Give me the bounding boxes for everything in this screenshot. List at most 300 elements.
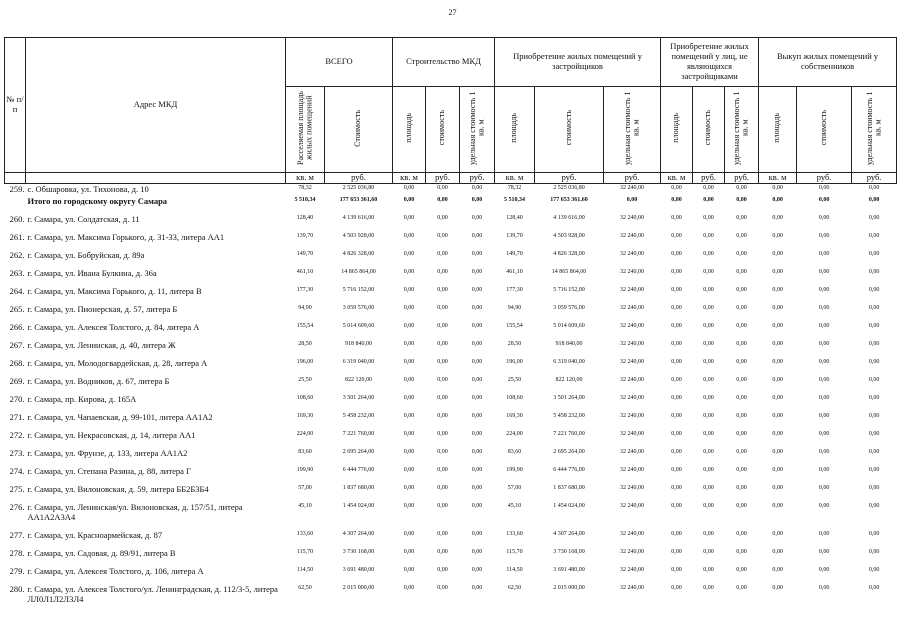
- row-value: 0,00: [671, 232, 682, 239]
- row-address: г. Самара, ул. Молодогвардейская, д. 28, литера А: [27, 357, 208, 368]
- row-value: 0,00: [868, 358, 880, 365]
- row-value: 0,00: [437, 196, 448, 203]
- table-row: [5, 484, 897, 502]
- row-value: 32 240,00: [620, 548, 645, 555]
- row-value: 25,50: [507, 376, 522, 383]
- row-value: 0,00: [471, 530, 483, 537]
- row-value: 4 307 264,00: [342, 530, 375, 537]
- row-value: 32 240,00: [620, 530, 645, 537]
- row-value: 0,00: [868, 196, 880, 203]
- row-value: 0,00: [868, 530, 880, 537]
- row-value: 177,30: [296, 286, 314, 293]
- row-value: 2 695 264,00: [553, 448, 585, 455]
- row-value: 0,00: [772, 448, 783, 455]
- row-value: 114,50: [296, 566, 314, 573]
- table-row: [5, 232, 897, 250]
- row-value: 0,00: [736, 268, 747, 275]
- row-value: 3 059 576,00: [342, 304, 375, 311]
- header-unit-cost: [460, 87, 495, 173]
- row-value: 32 240,00: [620, 214, 645, 221]
- header-area: [661, 87, 693, 173]
- row-value: 918 840,00: [345, 340, 372, 347]
- row-value: 0,00: [437, 394, 448, 401]
- row-value: 0,00: [471, 376, 483, 383]
- header-group-developers: Приобретение жилых помещений у застройщиков: [495, 38, 661, 87]
- row-value: 0,00: [471, 340, 483, 347]
- table-row: [5, 584, 897, 607]
- row-address: г. Самара, ул. Фрунзе, д. 133, литера АА1А2: [27, 447, 188, 458]
- row-value: 0,00: [403, 484, 415, 491]
- row-value: 0,00: [437, 502, 448, 509]
- row-value: 0,00: [671, 184, 682, 191]
- table-row: [5, 448, 897, 466]
- row-value: 6 444 776,00: [553, 466, 585, 473]
- table-row: [5, 286, 897, 304]
- row-value: 0,00: [772, 376, 783, 383]
- row-value: 128,40: [506, 214, 523, 221]
- row-value: 128,40: [296, 214, 314, 221]
- row-value: 0,00: [736, 376, 747, 383]
- header-area-label: площадь: [671, 113, 681, 143]
- unit-label: руб.: [426, 172, 460, 183]
- header-total-area: [286, 87, 325, 173]
- row-value: 1 837 680,00: [342, 484, 375, 491]
- row-address: г. Самара, ул. Садовая, д. 89/91, литера В: [27, 547, 176, 558]
- row-value: 0,00: [437, 412, 448, 419]
- row-value: 0,00: [671, 502, 682, 509]
- header-group-construction: Строительство МКД: [393, 38, 495, 87]
- row-value: 0,00: [403, 232, 415, 239]
- row-value: 0,00: [818, 214, 830, 221]
- row-value: 0,00: [671, 548, 682, 555]
- row-address: г. Самара, ул. Максима Горького, д. 31-33, литера АА1: [27, 231, 225, 242]
- unit-label: руб.: [535, 172, 604, 183]
- row-value: 0,00: [471, 502, 483, 509]
- row-value: 0,00: [671, 448, 682, 455]
- header-area-label: площадь: [772, 113, 782, 143]
- row-value: 6 319 040,00: [553, 358, 585, 365]
- row-value: 149,70: [296, 250, 314, 257]
- row-value: 0,00: [772, 466, 783, 473]
- row-value: 0,00: [818, 322, 830, 329]
- row-value: 0,00: [437, 340, 448, 347]
- row-value: 0,00: [437, 566, 448, 573]
- row-value: 0,00: [772, 548, 783, 555]
- row-value: 0,00: [818, 566, 830, 573]
- row-value: 0,00: [818, 196, 830, 203]
- row-value: 177 653 361,60: [550, 196, 588, 203]
- row-value: 4 826 328,00: [553, 250, 585, 257]
- row-value: 0,00: [437, 584, 448, 591]
- row-value: 0,00: [772, 184, 783, 191]
- row-value: 0,00: [703, 322, 714, 329]
- header-area: [759, 87, 797, 173]
- header-unit-cost: [604, 87, 661, 173]
- row-value: 0,00: [671, 340, 682, 347]
- row-address: г. Самара, ул. Ленинская/ул. Вилоновская, д. 157/51, литера АА1А2А3А4: [27, 501, 243, 522]
- row-value: 0,00: [703, 286, 714, 293]
- table-row: [5, 530, 897, 548]
- row-value: 169,30: [506, 412, 523, 419]
- row-value: 0,00: [868, 304, 880, 311]
- row-value: 0,00: [868, 412, 880, 419]
- row-value: 0,00: [671, 484, 682, 491]
- row-value: 5 458 232,00: [342, 412, 375, 419]
- header-group-non-developers: Приобретение жилых помещений у лиц, не являющихся застройщиками: [661, 38, 759, 87]
- row-value: 1 454 024,00: [342, 502, 375, 509]
- row-number: 260.: [9, 213, 25, 224]
- table-row: [5, 566, 897, 584]
- row-number: 270.: [9, 393, 25, 404]
- row-value: 32 240,00: [620, 502, 645, 509]
- row-value: 0,00: [437, 286, 448, 293]
- row-value: 115,70: [506, 548, 523, 555]
- row-value: 0,00: [703, 250, 714, 257]
- row-value: 32 240,00: [620, 232, 645, 239]
- row-value: 0,00: [818, 286, 830, 293]
- row-value: 0,00: [736, 430, 747, 437]
- row-value: 0,00: [736, 484, 747, 491]
- row-value: 2 695 264,00: [342, 448, 375, 455]
- header-total-cost-label: Стоимость: [353, 109, 363, 147]
- header-cost: [693, 87, 725, 173]
- row-value: 0,00: [736, 304, 747, 311]
- row-value: 3 501 264,00: [553, 394, 585, 401]
- row-value: 133,60: [506, 530, 523, 537]
- row-address: г. Самара, ул. Бобруйская, д. 89а: [27, 249, 145, 260]
- row-value: 7 221 760,00: [342, 430, 375, 437]
- row-value: 25,50: [298, 376, 312, 383]
- row-value: 224,00: [296, 430, 314, 437]
- row-value: 0,00: [736, 232, 747, 239]
- row-value: 0,00: [671, 250, 682, 257]
- row-value: 0,00: [772, 286, 783, 293]
- row-value: 0,00: [818, 502, 830, 509]
- row-value: 0,00: [868, 394, 880, 401]
- row-value: 32 240,00: [620, 268, 645, 275]
- row-value: 94,90: [507, 304, 522, 311]
- row-value: 0,00: [403, 548, 415, 555]
- row-value: 32 240,00: [620, 466, 645, 473]
- row-value: 2 525 036,80: [342, 184, 375, 191]
- row-value: 0,00: [437, 184, 448, 191]
- row-value: 0,00: [772, 530, 783, 537]
- unit-label: руб.: [797, 172, 852, 183]
- header-cost: [426, 87, 460, 173]
- row-value: 0,00: [671, 214, 682, 221]
- row-value: 0,00: [403, 322, 415, 329]
- row-value: 0,00: [471, 548, 483, 555]
- row-value: 0,00: [403, 412, 415, 419]
- row-value: 0,00: [671, 376, 682, 383]
- row-value: 0,00: [437, 448, 448, 455]
- row-value: 177,30: [506, 286, 523, 293]
- row-value: 0,00: [403, 394, 415, 401]
- row-value: 0,00: [471, 304, 483, 311]
- row-value: 0,00: [437, 304, 448, 311]
- row-value: 0,00: [671, 304, 682, 311]
- row-address: г. Самара, пр. Кирова, д. 165А: [27, 393, 137, 404]
- table-row: [5, 502, 897, 530]
- row-value: 0,00: [471, 322, 483, 329]
- header-total-cost: [325, 87, 393, 173]
- row-value: 4 307 264,00: [553, 530, 585, 537]
- table-row: [5, 250, 897, 268]
- row-value: 0,00: [471, 466, 483, 473]
- row-value: 0,00: [403, 304, 415, 311]
- header-group-total: ВСЕГО: [286, 38, 393, 87]
- unit-label: кв. м: [661, 172, 693, 183]
- row-value: 196,00: [506, 358, 523, 365]
- row-value: 0,00: [437, 530, 448, 537]
- row-address: с. Обшаровка, ул. Тихонова, д. 10: [27, 183, 149, 194]
- row-value: 0,00: [437, 250, 448, 257]
- table-row: [5, 268, 897, 286]
- row-value: 139,70: [506, 232, 523, 239]
- row-value: 14 865 864,00: [551, 268, 587, 275]
- row-value: 0,00: [736, 358, 747, 365]
- row-value: 3 730 168,00: [342, 548, 375, 555]
- header-area: [393, 87, 426, 173]
- row-value: 0,00: [818, 530, 830, 537]
- row-value: 0,00: [772, 484, 783, 491]
- row-value: 0,00: [471, 268, 483, 275]
- row-value: 5 510,34: [294, 196, 316, 203]
- row-value: 224,00: [506, 430, 523, 437]
- row-value: 0,00: [471, 358, 483, 365]
- row-address: г. Самара, ул. Красноармейская, д. 87: [27, 529, 163, 540]
- row-value: 0,00: [772, 566, 783, 573]
- row-value: 0,00: [671, 412, 682, 419]
- header-unit-cost-label: удельная стоимость 1 кв. м: [732, 91, 750, 165]
- row-value: 0,00: [772, 250, 783, 257]
- row-value: 0,00: [671, 268, 682, 275]
- header-area-label: площадь: [403, 113, 413, 143]
- header-total-area-label: Расселяемая площадь жилых помещений: [295, 91, 313, 165]
- unit-label: руб.: [852, 172, 897, 183]
- row-value: 0,00: [671, 530, 682, 537]
- row-number: 271.: [9, 411, 25, 422]
- row-value: 0,00: [868, 214, 880, 221]
- row-value: 0,00: [868, 376, 880, 383]
- row-value: 0,00: [703, 502, 714, 509]
- row-value: 0,00: [772, 340, 783, 347]
- row-value: 0,00: [736, 340, 747, 347]
- row-value: 0,00: [868, 430, 880, 437]
- header-unit-cost: [725, 87, 759, 173]
- row-value: 0,00: [818, 466, 830, 473]
- row-value: 0,00: [437, 268, 448, 275]
- row-value: 0,00: [703, 304, 714, 311]
- row-value: 0,00: [703, 214, 714, 221]
- row-value: 0,00: [403, 250, 415, 257]
- row-value: 78,32: [507, 184, 522, 191]
- row-value: 0,00: [772, 304, 783, 311]
- row-value: 0,00: [868, 232, 880, 239]
- row-number: 261.: [9, 231, 25, 242]
- row-value: 0,00: [703, 184, 714, 191]
- row-value: 115,70: [296, 548, 314, 555]
- row-value: 0,00: [403, 184, 415, 191]
- row-value: 0,00: [437, 214, 448, 221]
- row-value: 0,00: [437, 484, 448, 491]
- row-value: 0,00: [736, 548, 747, 555]
- row-value: 918 840,00: [555, 340, 583, 347]
- unit-label: кв. м: [393, 172, 426, 183]
- row-value: 0,00: [471, 448, 483, 455]
- row-value: 0,00: [437, 358, 448, 365]
- unit-label: руб.: [325, 172, 393, 183]
- row-value: 0,00: [671, 322, 682, 329]
- row-value: 0,00: [471, 484, 483, 491]
- row-value: 0,00: [818, 394, 830, 401]
- row-value: 0,00: [671, 430, 682, 437]
- row-value: 5 458 232,00: [553, 412, 585, 419]
- row-value: 4 503 928,00: [553, 232, 585, 239]
- row-address: г. Самара, ул. Ленинская, д. 40, литера Ж: [27, 339, 176, 350]
- row-value: 0,00: [818, 548, 830, 555]
- row-value: 0,00: [703, 466, 714, 473]
- row-value: 108,60: [296, 394, 314, 401]
- row-value: 0,00: [736, 214, 747, 221]
- row-value: 32 240,00: [620, 430, 645, 437]
- row-value: 3 691 480,00: [553, 566, 585, 573]
- row-value: 0,00: [736, 466, 747, 473]
- row-value: 83,60: [507, 448, 522, 455]
- row-value: 32 240,00: [620, 304, 645, 311]
- row-number: 280.: [9, 583, 25, 594]
- row-value: 0,00: [818, 250, 830, 257]
- row-value: 0,00: [772, 232, 783, 239]
- row-value: 0,00: [772, 430, 783, 437]
- row-value: 7 221 760,00: [553, 430, 585, 437]
- row-value: 4 139 616,00: [553, 214, 585, 221]
- row-value: 2 525 036,80: [553, 184, 585, 191]
- row-value: 0,00: [671, 394, 682, 401]
- row-number: 266.: [9, 321, 25, 332]
- row-value: 196,00: [296, 358, 314, 365]
- row-address: г. Самара, ул. Алексея Толстого/ул. Ленинградская, д. 112/3-5, литера ЛЛ0Л1Л2Л3Л4: [27, 583, 278, 604]
- row-value: 62,50: [507, 584, 522, 591]
- row-number: 274.: [9, 465, 25, 476]
- row-value: 0,00: [736, 322, 747, 329]
- row-value: 0,00: [403, 286, 415, 293]
- row-value: 0,00: [736, 196, 747, 203]
- header-cost-label: стоимость: [703, 110, 713, 146]
- row-value: 2 015 000,00: [342, 584, 375, 591]
- header-unit-cost-label: удельная стоимость 1 кв. м: [864, 91, 883, 165]
- row-value: 0,00: [403, 466, 415, 473]
- row-value: 0,00: [671, 466, 682, 473]
- row-value: 0,00: [437, 232, 448, 239]
- header-area: [495, 87, 535, 173]
- row-value: 0,00: [703, 268, 714, 275]
- table-row: [5, 214, 897, 232]
- row-value: 0,00: [868, 548, 880, 555]
- row-value: 0,00: [818, 448, 830, 455]
- row-address: г. Самара, ул. Степана Разина, д. 88, литера Г: [27, 465, 191, 476]
- row-value: 0,00: [736, 530, 747, 537]
- row-number: 268.: [9, 357, 25, 368]
- row-value: 133,60: [296, 530, 314, 537]
- row-value: 0,00: [818, 430, 830, 437]
- row-value: 0,00: [703, 484, 714, 491]
- table-row: [5, 394, 897, 412]
- housing-table: [4, 37, 897, 607]
- row-value: 0,00: [703, 530, 714, 537]
- row-value: 114,50: [506, 566, 523, 573]
- row-value: 199,90: [296, 466, 314, 473]
- table-row: [5, 376, 897, 394]
- row-value: 0,00: [403, 268, 415, 275]
- row-value: 0,00: [868, 184, 880, 191]
- row-value: 0,00: [772, 584, 783, 591]
- row-value: 32 240,00: [620, 358, 645, 365]
- row-address: г. Самара, ул. Алексея Толстого, д. 106, литера А: [27, 565, 204, 576]
- row-value: 3 730 168,00: [553, 548, 585, 555]
- row-value: 5 716 152,00: [553, 286, 585, 293]
- table-row: [5, 304, 897, 322]
- row-value: 0,00: [818, 184, 830, 191]
- row-value: 0,00: [471, 250, 483, 257]
- row-value: 0,00: [772, 196, 783, 203]
- row-value: 0,00: [471, 184, 483, 191]
- row-value: 2 015 000,00: [553, 584, 585, 591]
- row-value: 0,00: [403, 376, 415, 383]
- row-value: 0,00: [736, 448, 747, 455]
- row-value: 0,00: [818, 340, 830, 347]
- row-number: 269.: [9, 375, 25, 386]
- row-value: 0,00: [471, 566, 483, 573]
- row-address: г. Самара, ул. Максима Горького, д. 11, литера В: [27, 285, 202, 296]
- row-value: 0,00: [868, 322, 880, 329]
- row-value: 83,60: [298, 448, 312, 455]
- header-unit-cost-label: удельная стоимость 1 кв. м: [467, 91, 485, 165]
- table-row: [5, 466, 897, 484]
- row-number: 267.: [9, 339, 25, 350]
- row-value: 0,00: [703, 584, 714, 591]
- row-value: 1 837 680,00: [553, 484, 585, 491]
- header-unit-cost: [852, 87, 897, 173]
- unit-label: кв. м: [286, 172, 325, 183]
- row-value: 0,00: [868, 502, 880, 509]
- row-value: 0,00: [818, 584, 830, 591]
- row-value: 57,00: [507, 484, 522, 491]
- row-value: 0,00: [818, 412, 830, 419]
- row-value: 0,00: [703, 196, 714, 203]
- row-value: 822 120,00: [555, 376, 583, 383]
- row-value: 0,00: [736, 584, 747, 591]
- row-value: 32 240,00: [620, 184, 645, 191]
- row-value: 0,00: [471, 394, 483, 401]
- row-value: 0,00: [671, 584, 682, 591]
- row-value: 0,00: [471, 214, 483, 221]
- row-number: [5, 196, 26, 214]
- row-value: 32 240,00: [620, 448, 645, 455]
- row-value: 28,50: [298, 340, 312, 347]
- header-num: № п/п: [5, 38, 26, 173]
- row-value: 0,00: [671, 196, 682, 203]
- row-value: 108,60: [506, 394, 523, 401]
- row-value: 0,00: [626, 196, 638, 203]
- row-value: 32 240,00: [620, 340, 645, 347]
- row-value: 4 139 616,00: [342, 214, 375, 221]
- unit-label: руб.: [460, 172, 495, 183]
- row-value: 0,00: [703, 448, 714, 455]
- unit-label: руб.: [725, 172, 759, 183]
- table-row: [5, 548, 897, 566]
- row-value: 0,00: [703, 394, 714, 401]
